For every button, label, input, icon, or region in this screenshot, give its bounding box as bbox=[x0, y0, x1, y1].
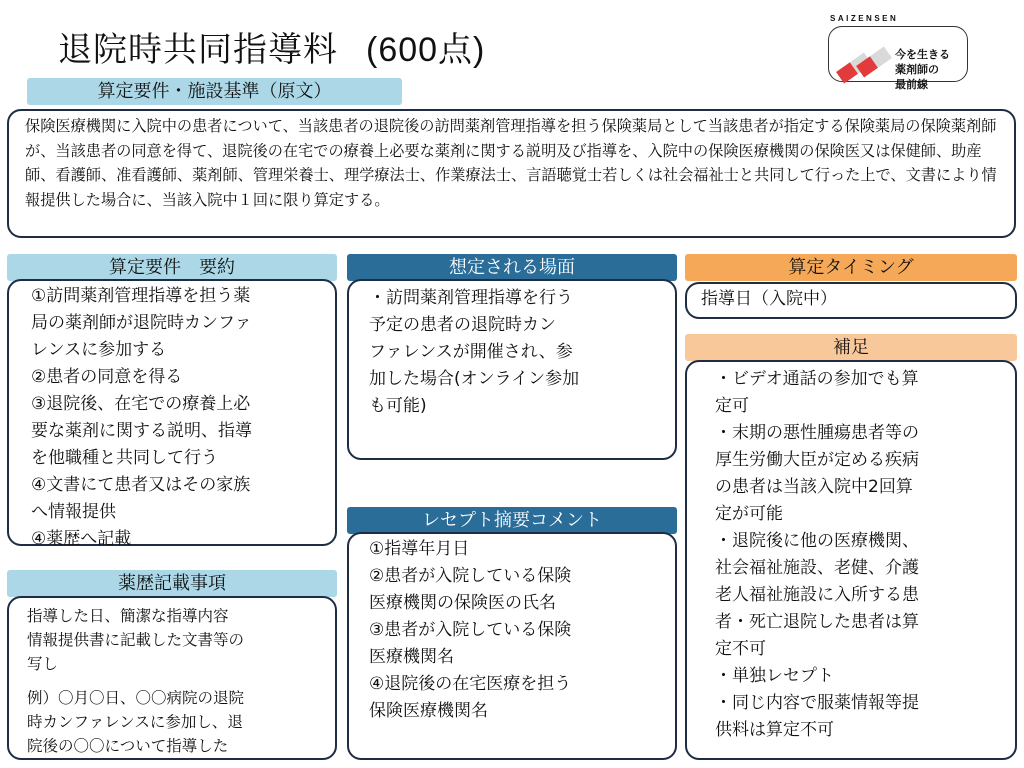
scene-box bbox=[347, 279, 677, 460]
history-example-line: 例）〇月〇日、〇〇病院の退院 bbox=[27, 689, 245, 707]
notes-header: 補足 bbox=[685, 334, 1017, 361]
notes-line: 定不可 bbox=[715, 639, 766, 659]
scene-header: 想定される場面 bbox=[347, 254, 677, 281]
notes-line: ・単独レセプト bbox=[715, 666, 834, 686]
notes-line: 定が可能 bbox=[715, 504, 783, 524]
summary-line: ②患者の同意を得る bbox=[31, 367, 183, 387]
summary-line: ④薬歴へ記載 bbox=[31, 529, 132, 549]
notes-line: 厚生労働大臣が定める疾病 bbox=[715, 450, 919, 470]
timing-text: 指導日（入院中） bbox=[701, 289, 837, 309]
logo-brand-text: SAIZENSEN bbox=[830, 14, 899, 23]
history-line: 指導した日、簡潔な指導内容 bbox=[27, 607, 229, 625]
history-example-line: 時カンファレンスに参加し、退 bbox=[27, 713, 243, 731]
original-text: 保険医療機関に入院中の患者について、当該患者の退院後の訪問薬剤管理指導を担う保険薬局として当該患者が指定する保険薬局の保険薬剤師が、当該患者の同意を得て、退院後の在宅での療養上必要な薬剤に関する説明及び指導を、入院中の保険医療機関の保険医又は保健師、助産師、看護師、准看護師、薬剤師、管理栄養士、理学療法士、作業療法士、言語聴覚士若しくは社会福祉士と共同して行った上で、文書により情報提供した場合に、当該入院中１回に限り算定する。 bbox=[25, 117, 997, 209]
notes-line: 社会福祉施設、老健、介護 bbox=[715, 558, 919, 578]
summary-line: ④文書にて患者又はその家族 bbox=[31, 475, 251, 495]
summary-line: へ情報提供 bbox=[31, 502, 116, 522]
receipt-header: レセプト摘要コメント bbox=[347, 507, 677, 534]
history-line: 写し bbox=[27, 655, 59, 673]
notes-line: の患者は当該入院中2回算 bbox=[715, 477, 913, 497]
receipt-line: ③患者が入院している保険 bbox=[369, 620, 572, 640]
notes-line: ・退院後に他の医療機関、 bbox=[715, 531, 919, 551]
logo-slogan-line: 今を生きる bbox=[895, 48, 950, 61]
summary-line: を他職種と共同して行う bbox=[31, 448, 218, 468]
scene-line: ファレンスが開催され、参 bbox=[369, 342, 573, 362]
scene-line: 予定の患者の退院時カン bbox=[369, 315, 556, 335]
timing-box bbox=[685, 282, 1017, 319]
summary-line: 要な薬剤に関する説明、指導 bbox=[31, 421, 252, 441]
notes-line: ・同じ内容で服薬情報等提 bbox=[715, 693, 919, 713]
notes-line: 者・死亡退院した患者は算 bbox=[715, 612, 919, 632]
notes-line: 定可 bbox=[715, 396, 749, 416]
summary-header: 算定要件 要約 bbox=[7, 254, 337, 281]
logo-slogan-line: 最前線 bbox=[895, 78, 928, 91]
original-header: 算定要件・施設基準（原文） bbox=[27, 78, 402, 105]
notes-line: ・ビデオ通話の参加でも算 bbox=[715, 369, 919, 389]
title-main: 退院時共同指導料 bbox=[58, 30, 338, 70]
title-points: (600点) bbox=[366, 31, 486, 69]
notes-line: 老人福祉施設に入所する患 bbox=[715, 585, 919, 605]
original-text-box bbox=[7, 109, 1016, 238]
summary-line: レンスに参加する bbox=[31, 340, 167, 360]
page-title bbox=[58, 22, 485, 71]
receipt-line: 医療機関の保険医の氏名 bbox=[369, 593, 556, 613]
receipt-line: ①指導年月日 bbox=[369, 539, 470, 559]
history-line: 情報提供書に記載した文書等の bbox=[27, 631, 245, 649]
timing-header: 算定タイミング bbox=[685, 254, 1017, 281]
history-example-line: 院後の〇〇について指導した bbox=[27, 737, 229, 755]
receipt-line: 保険医療機関名 bbox=[369, 701, 488, 721]
logo-slogan-line: 薬剤師の bbox=[895, 63, 939, 76]
notes-line: ・末期の悪性腫瘍患者等の bbox=[715, 423, 919, 443]
receipt-line: ②患者が入院している保険 bbox=[369, 566, 572, 586]
receipt-line: ④退院後の在宅医療を担う bbox=[369, 674, 572, 694]
history-box bbox=[7, 596, 337, 760]
notes-line: 供料は算定不可 bbox=[715, 720, 834, 740]
summary-line: ①訪問薬剤管理指導を担う薬 bbox=[31, 286, 251, 306]
notes-box bbox=[685, 360, 1017, 760]
brand-logo bbox=[826, 14, 972, 91]
history-header: 薬歴記載事項 bbox=[7, 570, 337, 597]
receipt-box bbox=[347, 532, 677, 760]
summary-line: 局の薬剤師が退院時カンファ bbox=[31, 313, 252, 333]
scene-line: 加した場合(オンライン参加 bbox=[369, 369, 580, 389]
capsule-icon bbox=[856, 47, 892, 78]
receipt-line: 医療機関名 bbox=[369, 647, 454, 667]
summary-box bbox=[7, 279, 337, 549]
logo-slogan bbox=[895, 47, 950, 92]
logo-frame bbox=[828, 26, 968, 91]
scene-line: ・訪問薬剤管理指導を行う bbox=[369, 288, 573, 308]
summary-line: ③退院後、在宅での療養上必 bbox=[31, 394, 251, 414]
scene-line: も可能) bbox=[369, 396, 427, 416]
